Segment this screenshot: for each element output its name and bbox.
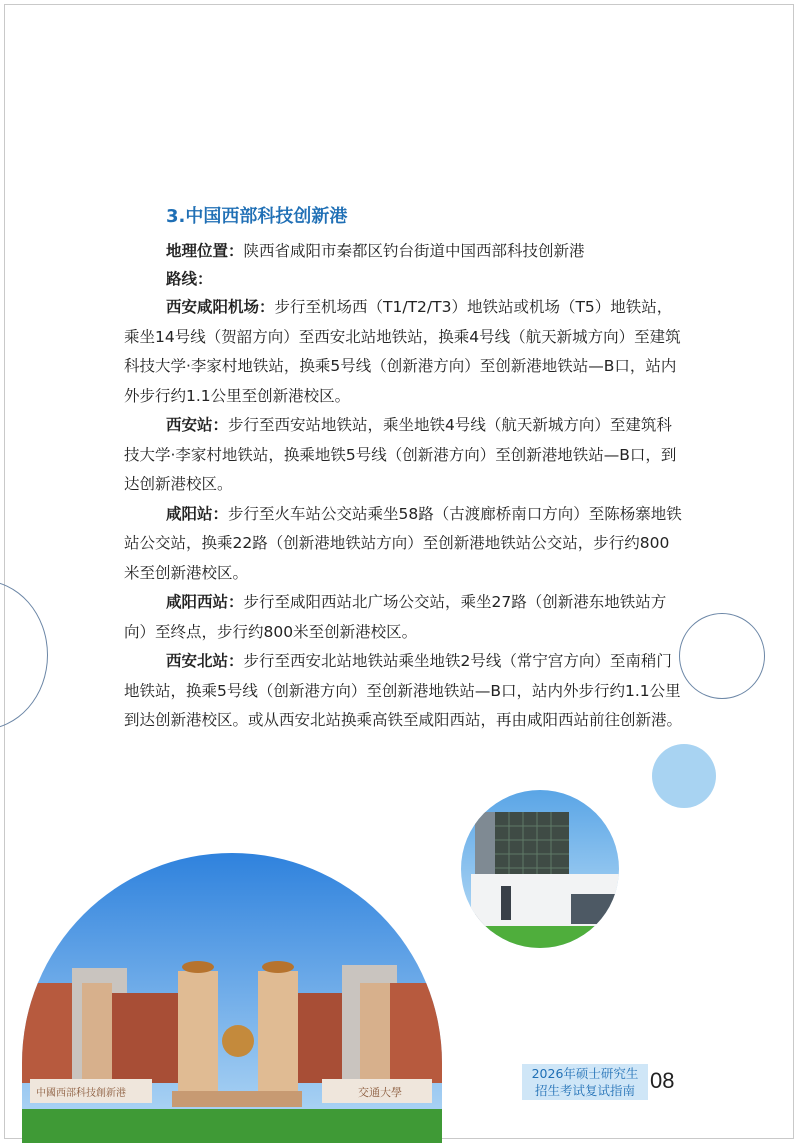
route-text: 步行至火车站公交站乘坐58路（古渡廊桥南口方向）至陈杨寨地铁站公交站，换乘22路（创新港地铁站方向）至创新港地铁站公交站，步行约800米至创新港校区。 (124, 504, 682, 582)
route-label: 西安北站： (166, 652, 244, 670)
route-xianyang-airport (124, 293, 684, 411)
decorative-arc-left (0, 580, 48, 730)
route-label: 西安咸阳机场： (166, 298, 275, 316)
page-number: 08 (650, 1068, 675, 1093)
location-line (166, 237, 684, 265)
route-xianyang-west-station (124, 588, 684, 647)
route-text: 步行至机场西（T1/T2/T3）地铁站或机场（T5）地铁站，乘坐14号线（贺韶方向）至西安北站地铁站，换乘4号线（航天新城方向）至建筑科技大学·李家村地铁站，换乘5号线（创新港方向）至创新港地铁站—B口，站内外步行约1.1公里至创新港校区。 (124, 298, 681, 405)
route-label: 咸阳西站： (166, 593, 244, 611)
guide-title-badge (522, 1064, 648, 1100)
route-text: 步行至西安站地铁站，乘坐地铁4号线（航天新城方向）至建筑科技大学·李家村地铁站，换乘地铁5号线（创新港方向）至创新港地铁站—B口，到达创新港校区。 (124, 416, 677, 493)
sign-right-text: 交通大學 (358, 1086, 402, 1099)
section-content (124, 203, 684, 736)
route-text: 步行至咸阳西站北广场公交站，乘坐27路（创新港东地铁站方向）至终点，步行约800米至创新港校区。 (124, 593, 667, 641)
sign-left-text: 中國西部科技創新港 (36, 1088, 126, 1099)
route-heading: 路线： (166, 270, 213, 288)
decorative-ring-right (679, 613, 765, 699)
route-xian-north-station (124, 647, 684, 736)
campus-gate-photo (22, 853, 442, 1143)
section-title: 3.中国西部科技创新港 (166, 206, 348, 227)
location-label: 地理位置： (166, 242, 244, 260)
route-label: 咸阳站： (166, 504, 229, 523)
building-photo (461, 790, 619, 948)
route-text: 步行至西安北站地铁站乘坐地铁2号线（常宁宫方向）至南稍门地铁站，换乘5号线（创新港方向）至创新港地铁站—B口，站内外步行约1.1公里到达创新港校区。或从西安北站换乘高铁至咸阳西站，再由咸阳西站前往创新港。 (124, 652, 683, 729)
decorative-dot-right (652, 744, 716, 808)
guide-title-line-1: 2026年硕士研究生 (531, 1066, 639, 1081)
guide-title-line-2: 招生考试复试指南 (534, 1083, 635, 1098)
route-label: 西安站： (166, 416, 229, 434)
campus-gate-illustration (22, 853, 442, 1143)
building-photo-illustration (461, 790, 619, 948)
location-value: 陕西省咸阳市秦都区钓台街道中国西部科技创新港 (243, 242, 585, 260)
route-xian-station (124, 411, 684, 500)
route-xianyang-station (124, 500, 684, 589)
